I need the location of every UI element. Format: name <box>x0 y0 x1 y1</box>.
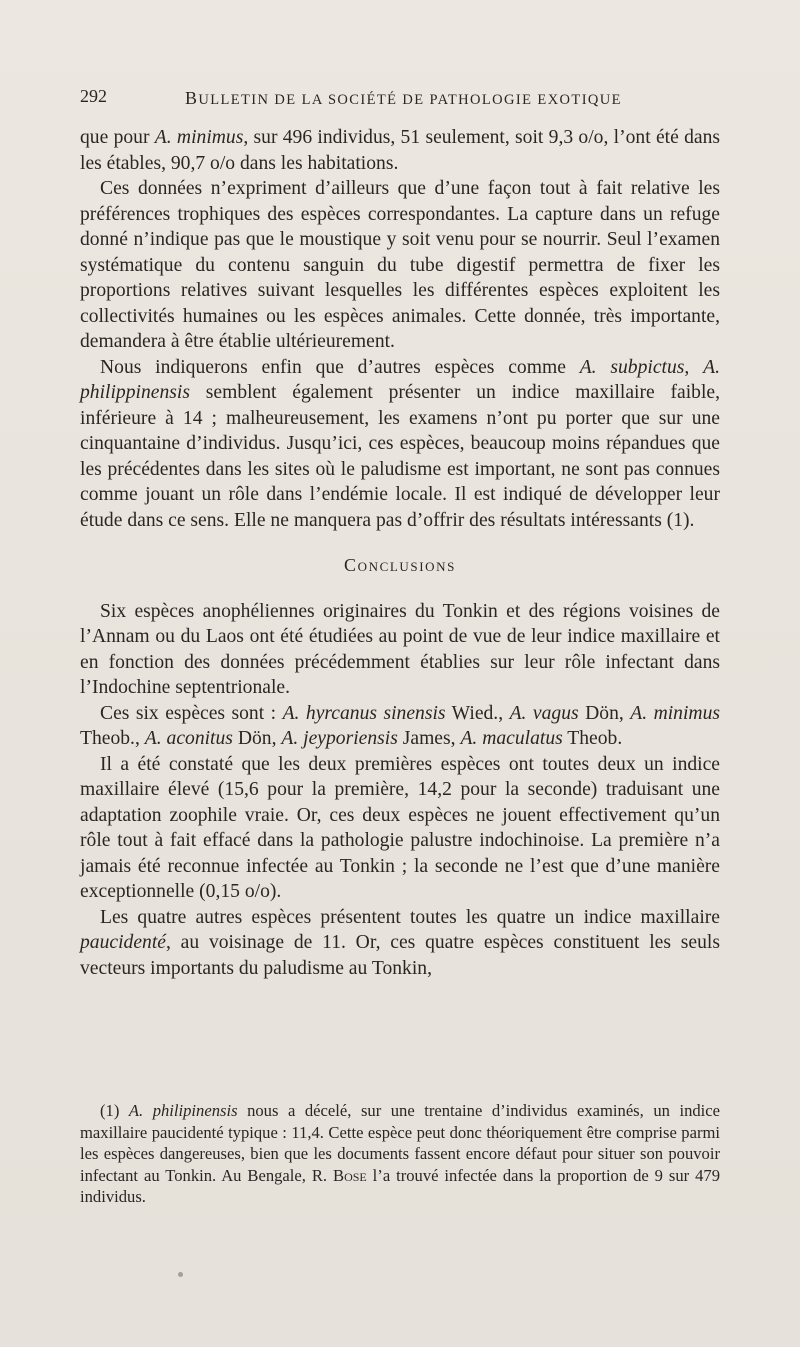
species-name: A. subpictus <box>579 356 685 378</box>
paragraph-species-list <box>80 701 720 752</box>
species-name: A. philipinensis <box>128 1101 238 1120</box>
emphasis: paucidenté <box>80 932 166 953</box>
page-number: 292 <box>80 86 107 106</box>
species-name: A. philippinensis <box>80 356 720 403</box>
paragraph-continuation <box>80 125 720 176</box>
author-name: Bose <box>333 1165 367 1185</box>
paragraph-conclusions-intro: Six espèces anophéliennes originaires du Tonkin et des régions voisines de l’Annam ou du Laos ont été étudiées au point de vue de leur indice maxillaire et en fonction des données précédemment établies sur leur rôle infectant dans l’Indochine septentrionale. <box>80 600 720 698</box>
paragraph-trophic-preferences: Ces données n’expriment d’ailleurs que d’une façon tout à fait relative les préférences trophiques des espèces correspondantes. La capture dans un refuge donné n’indique pas que le moustique y soit venu pour se nourrir. Seul l’examen systématique du contenu sanguin du tube digestif permettra de fixer les proportions relatives suivant lesquelles les différentes espèces exploitent les collectivités humaines ou les espèces animales. Cette donnée, très importante, demandera à être établie ultérieurement. <box>80 178 720 352</box>
footnote-text <box>80 1100 720 1208</box>
text-run: Nous indiquerons enfin que d’autres espèces comme <box>100 356 580 378</box>
text-run: que pour <box>80 127 155 148</box>
species-name: A. minimus <box>154 127 244 148</box>
text-run: Wied., <box>445 702 510 724</box>
species-name: A. vagus <box>509 702 579 724</box>
section-heading: Conclusions <box>344 555 456 575</box>
paragraph-other-species <box>80 355 720 534</box>
paper-speck <box>178 1272 183 1277</box>
paragraph-first-two-species: Il a été constaté que les deux premières espèces ont toutes deux un indice maxillaire élevé (15,6 pour la première, 14,2 pour la seconde) traduisant une adaptation zoophile vraie. Or, ces deux espèces ne jouent effectivement qu’un rôle tout à fait effacé dans la pathologie palustre indochinoise. La première n’a jamais été reconnue infectée au Tonkin ; la seconde ne l’est que d’une manière exceptionnelle (0,15 o/o). <box>80 753 720 902</box>
text-run: , sur 496 individus, 51 seulement, soit 9,3 o/o, l’ont été dans les étables, 90,7 o/o dans les habitations. <box>80 127 720 174</box>
text-run: , <box>684 356 704 378</box>
species-name: A. jeyporiensis <box>281 728 398 749</box>
footnote-marker: (1) <box>100 1101 129 1120</box>
text-run: Theob. <box>562 728 623 749</box>
text-run: Dön, <box>578 702 631 724</box>
running-header <box>80 86 720 112</box>
text-run: l’a trouvé infectée dans la proportion de 9 sur 479 individus. <box>80 1165 720 1206</box>
species-name: A. minimus <box>630 702 720 724</box>
text-run: nous a décelé, sur une trentaine d’individus examinés, un indice maxillaire paucidenté typique : 11,4. Cette espèce peut donc théoriquement être comprise parmi les espèces dangereuses, bien que les documents fassent encore défaut pour situer son pouvoir infectant au Tonkin. Au Bengale, R. <box>80 1101 721 1185</box>
text-run: James, <box>397 728 461 749</box>
text-run: Dön, <box>232 728 282 749</box>
running-title: BULLETIN DE LA SOCIÉTÉ DE PATHOLOGIE EXOTIQUE <box>185 88 622 108</box>
footnote <box>80 1100 720 1208</box>
text-run: Les quatre autres espèces présentent toutes les quatre un indice maxillaire <box>100 906 720 928</box>
paragraph-four-species <box>80 905 720 982</box>
text-run: Theob., <box>80 728 145 749</box>
main-text <box>80 125 720 981</box>
species-name: A. maculatus <box>460 728 563 749</box>
text-run: semblent également présenter un indice maxillaire faible, inférieure à 14 ; malheureusement, les examens n’ont pu porter que sur une cinquantaine d’individus. Jusqu’ici, ces espèces, beaucoup moins répandues que les précédentes dans les sites où le paludisme est important, ne sont pas connues comme jouant un rôle dans l’endémie locale. Il est indiqué de développer leur étude dans ce sens. Elle ne manquera pas d’offrir des résultats intéressants (1). <box>80 382 720 531</box>
species-name: A. hyrcanus sinensis <box>282 702 446 724</box>
species-name: A. aconitus <box>144 728 233 749</box>
text-run: , au voisinage de 11. Or, ces quatre espèces constituent les seuls vecteurs importants du paludisme au Tonkin, <box>80 932 720 979</box>
text-run: Ces six espèces sont : <box>100 702 283 724</box>
